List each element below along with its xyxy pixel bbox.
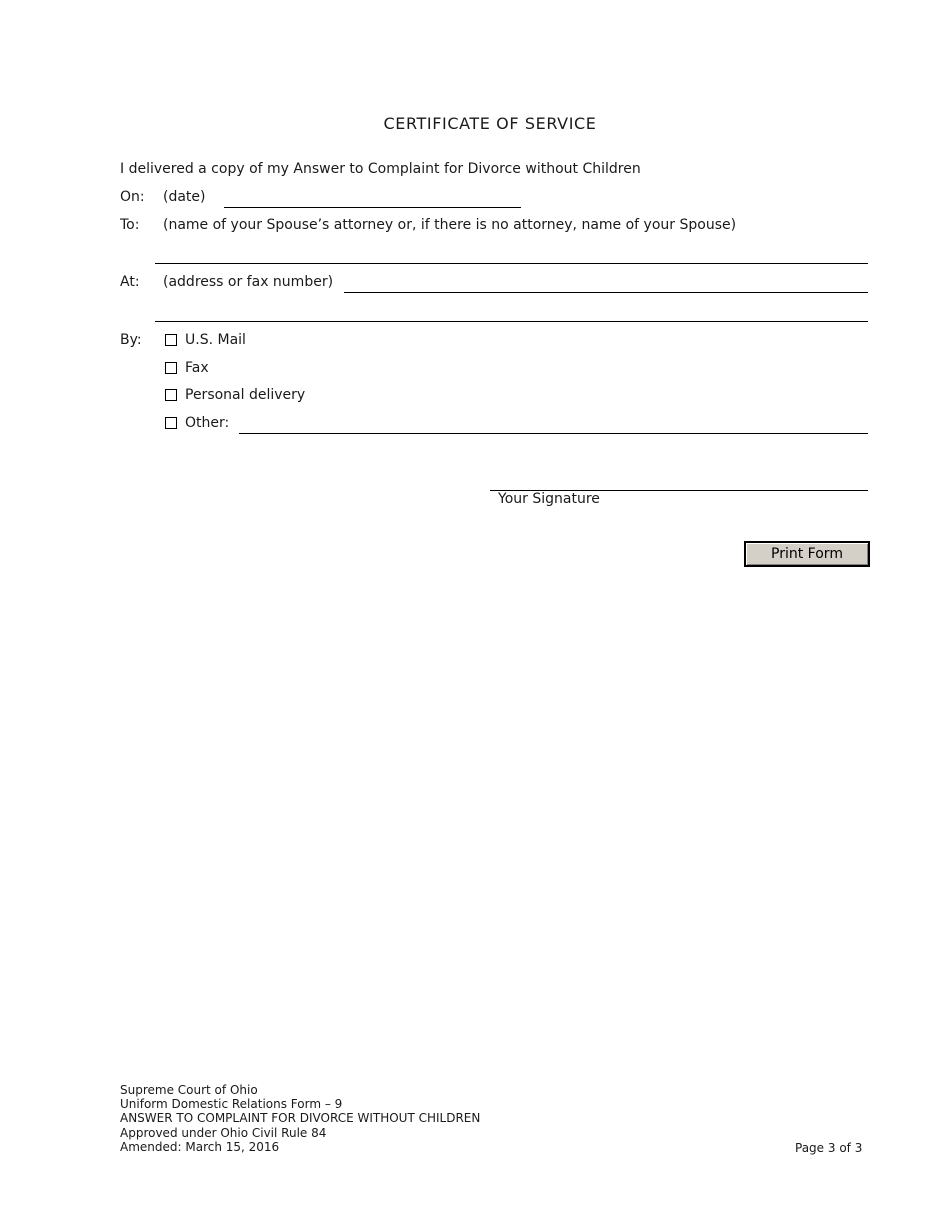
address-field[interactable]: [344, 292, 868, 293]
us-mail-label: U.S. Mail: [185, 332, 246, 348]
to-label: To:: [120, 217, 140, 233]
other-label: Other:: [185, 415, 230, 431]
page-number: Page 3 of 3: [795, 1141, 863, 1155]
us-mail-checkbox[interactable]: [165, 334, 177, 346]
signature-label: Your Signature: [498, 491, 600, 507]
address-hint: (address or fax number): [163, 274, 334, 290]
recipient-field[interactable]: [155, 263, 868, 264]
address-field-line-2[interactable]: [155, 321, 868, 322]
print-form-button[interactable]: Print Form: [744, 541, 870, 567]
footer-amended: Amended: March 15, 2016: [120, 1140, 280, 1154]
footer-form-title: ANSWER TO COMPLAINT FOR DIVORCE WITHOUT CHILDREN: [120, 1111, 481, 1125]
fax-label: Fax: [185, 360, 209, 376]
fax-checkbox[interactable]: [165, 362, 177, 374]
at-label: At:: [120, 274, 140, 290]
footer-court: Supreme Court of Ohio: [120, 1083, 258, 1097]
recipient-hint: (name of your Spouse’s attorney or, if there is no attorney, name of your Spouse): [163, 217, 737, 233]
footer-form-name: Uniform Domestic Relations Form – 9: [120, 1097, 343, 1111]
page-title: CERTIFICATE OF SERVICE: [383, 114, 597, 133]
by-label: By:: [120, 332, 142, 348]
other-method-field[interactable]: [239, 433, 868, 434]
personal-delivery-label: Personal delivery: [185, 387, 306, 403]
date-field[interactable]: [224, 207, 521, 208]
footer-approval: Approved under Ohio Civil Rule 84: [120, 1126, 327, 1140]
intro-text: I delivered a copy of my Answer to Complaint for Divorce without Children: [120, 161, 641, 177]
other-checkbox[interactable]: [165, 417, 177, 429]
on-label: On:: [120, 189, 145, 205]
date-hint: (date): [163, 189, 206, 205]
personal-delivery-checkbox[interactable]: [165, 389, 177, 401]
